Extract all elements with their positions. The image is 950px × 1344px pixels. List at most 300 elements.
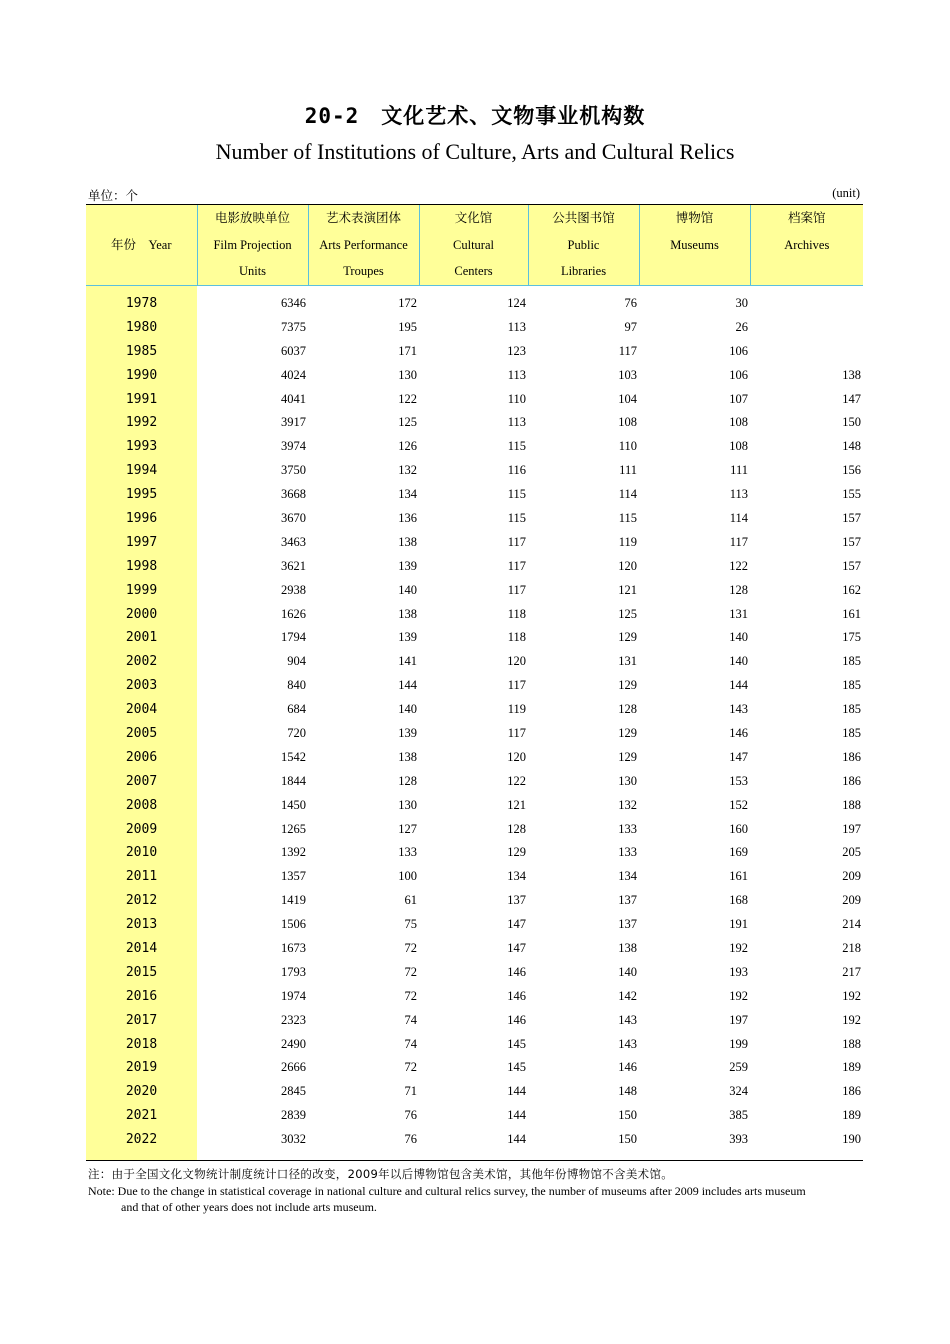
value-cell: 185 — [842, 654, 861, 669]
value-cell: 138 — [618, 940, 637, 955]
value-cell: 217 — [842, 964, 861, 979]
value-cell: 6037 — [281, 343, 306, 358]
year-cell: 2021 — [86, 1104, 197, 1128]
value-cell: 146 — [507, 964, 526, 979]
year-cell: 2009 — [86, 817, 197, 841]
value-cell: 100 — [398, 869, 417, 884]
value-cell: 2490 — [281, 1036, 306, 1051]
year-cell: 1999 — [86, 578, 197, 602]
value-cell: 115 — [618, 510, 637, 525]
value-cell: 1506 — [281, 917, 306, 932]
table-row — [86, 387, 863, 411]
value-cell: 129 — [618, 678, 637, 693]
value-cell: 146 — [507, 1012, 526, 1027]
table-row — [86, 650, 863, 674]
table-row — [86, 315, 863, 339]
value-cell: 324 — [729, 1084, 748, 1099]
value-cell: 126 — [398, 439, 417, 454]
table-row — [86, 937, 863, 961]
value-cell: 3974 — [281, 439, 306, 454]
table-number: 20-2 — [304, 104, 360, 128]
value-cell: 3668 — [281, 487, 306, 502]
value-cell: 1794 — [281, 630, 306, 645]
value-cell: 138 — [842, 367, 861, 382]
table-row — [86, 960, 863, 984]
value-cell: 146 — [618, 1060, 637, 1075]
value-cell: 129 — [618, 630, 637, 645]
value-cell: 1357 — [281, 869, 306, 884]
value-cell: 185 — [842, 725, 861, 740]
value-cell: 156 — [842, 463, 861, 478]
value-cell: 106 — [729, 367, 748, 382]
table-row — [86, 722, 863, 746]
value-cell: 189 — [842, 1060, 861, 1075]
value-cell: 128 — [507, 821, 526, 836]
value-cell: 385 — [729, 1108, 748, 1123]
year-cell: 1992 — [86, 411, 197, 435]
table-row — [86, 554, 863, 578]
value-cell: 720 — [287, 725, 306, 740]
value-cell: 1265 — [281, 821, 306, 836]
value-cell: 192 — [729, 988, 748, 1003]
value-cell: 138 — [398, 606, 417, 621]
value-cell: 74 — [404, 1012, 417, 1027]
value-cell: 684 — [287, 702, 306, 717]
value-cell: 188 — [842, 797, 861, 812]
value-cell: 150 — [618, 1132, 637, 1147]
value-cell: 157 — [842, 558, 861, 573]
value-cell: 130 — [618, 773, 637, 788]
value-cell: 2323 — [281, 1012, 306, 1027]
footnote-cn: 注：由于全国文化文物统计制度统计口径的改变，2009年以后博物馆包含美术馆，其他年份博物馆不含美术馆。 — [88, 1167, 674, 1181]
value-cell: 139 — [398, 630, 417, 645]
value-cell: 162 — [842, 582, 861, 597]
value-cell: 148 — [842, 439, 861, 454]
value-cell: 30 — [735, 295, 748, 310]
value-cell: 138 — [398, 534, 417, 549]
value-cell: 147 — [507, 940, 526, 955]
value-cell: 117 — [507, 534, 526, 549]
table-row — [86, 1008, 863, 1032]
value-cell: 186 — [842, 773, 861, 788]
year-cell: 1985 — [86, 339, 197, 363]
value-cell: 120 — [507, 654, 526, 669]
value-cell: 119 — [618, 534, 637, 549]
value-cell: 153 — [729, 773, 748, 788]
value-cell: 61 — [404, 893, 417, 908]
value-cell: 115 — [507, 510, 526, 525]
value-cell: 3621 — [281, 558, 306, 573]
value-cell: 147 — [842, 391, 861, 406]
value-cell: 118 — [507, 606, 526, 621]
value-cell: 171 — [398, 343, 417, 358]
value-cell: 129 — [618, 725, 637, 740]
column-header-arts: 艺术表演团体 Arts Performance Troupes — [308, 205, 419, 286]
value-cell: 6346 — [281, 295, 306, 310]
unit-label-en: (unit) — [832, 186, 860, 200]
value-cell: 1392 — [281, 845, 306, 860]
value-cell: 169 — [729, 845, 748, 860]
title-chinese: 文化艺术、文物事业机构数 — [381, 104, 646, 128]
value-cell: 75 — [404, 917, 417, 932]
value-cell: 197 — [729, 1012, 748, 1027]
value-cell: 190 — [842, 1132, 861, 1147]
year-cell: 2004 — [86, 698, 197, 722]
value-cell: 108 — [729, 415, 748, 430]
year-cell: 2018 — [86, 1032, 197, 1056]
year-cell: 2022 — [86, 1128, 197, 1152]
value-cell: 134 — [398, 487, 417, 502]
value-cell: 26 — [735, 319, 748, 334]
value-cell: 147 — [507, 917, 526, 932]
page-subtitle: Number of Institutions of Culture, Arts and Cultural Relics — [215, 139, 735, 164]
value-cell: 132 — [398, 463, 417, 478]
table-row — [86, 626, 863, 650]
value-cell: 140 — [398, 582, 417, 597]
value-cell: 3670 — [281, 510, 306, 525]
column-header-libraries: 公共图书馆 Public Libraries — [528, 205, 639, 286]
value-cell: 186 — [842, 749, 861, 764]
value-cell: 104 — [618, 391, 637, 406]
value-cell: 150 — [618, 1108, 637, 1123]
value-cell: 197 — [842, 821, 861, 836]
value-cell: 133 — [618, 845, 637, 860]
value-cell: 143 — [618, 1036, 637, 1051]
year-cell: 2002 — [86, 650, 197, 674]
value-cell: 1974 — [281, 988, 306, 1003]
value-cell: 192 — [842, 988, 861, 1003]
year-cell: 1995 — [86, 483, 197, 507]
value-cell: 76 — [624, 295, 637, 310]
table-header — [86, 205, 863, 286]
value-cell: 142 — [618, 988, 637, 1003]
column-header-archives: 档案馆 Archives — [750, 205, 863, 286]
value-cell: 122 — [398, 391, 417, 406]
year-cell: 1998 — [86, 554, 197, 578]
value-cell: 161 — [729, 869, 748, 884]
value-cell: 108 — [618, 415, 637, 430]
value-cell: 140 — [618, 964, 637, 979]
table-row — [86, 483, 863, 507]
value-cell: 138 — [398, 749, 417, 764]
value-cell: 110 — [618, 439, 637, 454]
column-header-cultural-centers: 文化馆 Cultural Centers — [419, 205, 528, 286]
value-cell: 144 — [507, 1084, 526, 1099]
value-cell: 120 — [618, 558, 637, 573]
value-cell: 3750 — [281, 463, 306, 478]
value-cell: 127 — [398, 821, 417, 836]
value-cell: 110 — [507, 391, 526, 406]
value-cell: 145 — [507, 1060, 526, 1075]
value-cell: 199 — [729, 1036, 748, 1051]
value-cell: 129 — [507, 845, 526, 860]
value-cell: 185 — [842, 678, 861, 693]
value-cell: 2839 — [281, 1108, 306, 1123]
value-cell: 71 — [404, 1084, 417, 1099]
table-bottom-rule — [86, 1152, 863, 1161]
value-cell: 123 — [507, 343, 526, 358]
year-cell: 1993 — [86, 435, 197, 459]
year-cell: 2001 — [86, 626, 197, 650]
value-cell: 160 — [729, 821, 748, 836]
table-row — [86, 339, 863, 363]
value-cell: 76 — [404, 1132, 417, 1147]
value-cell: 124 — [507, 295, 526, 310]
value-cell: 143 — [618, 1012, 637, 1027]
value-cell: 209 — [842, 869, 861, 884]
year-cell: 2008 — [86, 793, 197, 817]
value-cell: 74 — [404, 1036, 417, 1051]
value-cell: 1844 — [281, 773, 306, 788]
value-cell: 137 — [507, 893, 526, 908]
value-cell: 133 — [618, 821, 637, 836]
value-cell: 129 — [618, 749, 637, 764]
value-cell: 209 — [842, 893, 861, 908]
value-cell: 144 — [729, 678, 748, 693]
value-cell: 146 — [507, 988, 526, 1003]
value-cell: 1450 — [281, 797, 306, 812]
table-row — [86, 745, 863, 769]
unit-label-cn: 单位：个 — [88, 189, 139, 203]
value-cell: 3917 — [281, 415, 306, 430]
table-row — [86, 817, 863, 841]
value-cell: 144 — [507, 1108, 526, 1123]
value-cell: 117 — [507, 582, 526, 597]
table-row — [86, 507, 863, 531]
value-cell: 175 — [842, 630, 861, 645]
value-cell: 116 — [507, 463, 526, 478]
value-cell: 97 — [624, 319, 637, 334]
value-cell: 117 — [618, 343, 637, 358]
year-cell: 1997 — [86, 530, 197, 554]
value-cell: 189 — [842, 1108, 861, 1123]
year-cell: 2010 — [86, 841, 197, 865]
table-row — [86, 578, 863, 602]
value-cell: 128 — [618, 702, 637, 717]
value-cell: 157 — [842, 534, 861, 549]
value-cell: 76 — [404, 1108, 417, 1123]
year-cell: 2014 — [86, 937, 197, 961]
table-row — [86, 913, 863, 937]
table-row — [86, 411, 863, 435]
value-cell: 120 — [507, 749, 526, 764]
table-row — [86, 889, 863, 913]
value-cell: 122 — [507, 773, 526, 788]
value-cell: 137 — [618, 917, 637, 932]
table-row — [86, 769, 863, 793]
value-cell: 144 — [398, 678, 417, 693]
value-cell: 107 — [729, 391, 748, 406]
value-cell: 128 — [398, 773, 417, 788]
value-cell: 121 — [507, 797, 526, 812]
value-cell: 191 — [729, 917, 748, 932]
table-row — [86, 459, 863, 483]
value-cell: 106 — [729, 343, 748, 358]
table-row — [86, 292, 863, 316]
value-cell: 150 — [842, 415, 861, 430]
value-cell: 2845 — [281, 1084, 306, 1099]
value-cell: 119 — [507, 702, 526, 717]
year-cell: 2000 — [86, 602, 197, 626]
table-row — [86, 865, 863, 889]
footnote — [88, 1166, 868, 1216]
value-cell: 117 — [507, 678, 526, 693]
table-row — [86, 984, 863, 1008]
value-cell: 7375 — [281, 319, 306, 334]
value-cell: 168 — [729, 893, 748, 908]
value-cell: 148 — [618, 1084, 637, 1099]
value-cell: 145 — [507, 1036, 526, 1051]
table-row — [86, 530, 863, 554]
value-cell: 1419 — [281, 893, 306, 908]
value-cell: 130 — [398, 367, 417, 382]
value-cell: 2938 — [281, 582, 306, 597]
value-cell: 157 — [842, 510, 861, 525]
value-cell: 155 — [842, 487, 861, 502]
page-title — [0, 100, 950, 130]
value-cell: 141 — [398, 654, 417, 669]
value-cell: 840 — [287, 678, 306, 693]
table-body — [86, 285, 863, 1160]
value-cell: 1793 — [281, 964, 306, 979]
value-cell: 108 — [729, 439, 748, 454]
value-cell: 117 — [729, 534, 748, 549]
value-cell: 188 — [842, 1036, 861, 1051]
value-cell: 125 — [398, 415, 417, 430]
value-cell: 192 — [842, 1012, 861, 1027]
value-cell: 72 — [404, 964, 417, 979]
year-cell: 2019 — [86, 1056, 197, 1080]
year-cell: 2015 — [86, 960, 197, 984]
table-row — [86, 793, 863, 817]
value-cell: 140 — [729, 630, 748, 645]
value-cell: 103 — [618, 367, 637, 382]
value-cell: 115 — [507, 487, 526, 502]
value-cell: 114 — [729, 510, 748, 525]
value-cell: 125 — [618, 606, 637, 621]
table-row — [86, 602, 863, 626]
value-cell: 192 — [729, 940, 748, 955]
unit-row — [88, 186, 862, 204]
value-cell: 132 — [618, 797, 637, 812]
value-cell: 121 — [618, 582, 637, 597]
table-row — [86, 674, 863, 698]
column-header-museums: 博物馆 Museums — [639, 205, 750, 286]
value-cell: 144 — [507, 1132, 526, 1147]
year-cell: 2011 — [86, 865, 197, 889]
value-cell: 152 — [729, 797, 748, 812]
value-cell: 131 — [618, 654, 637, 669]
table-row — [86, 435, 863, 459]
year-cell: 2013 — [86, 913, 197, 937]
value-cell: 2666 — [281, 1060, 306, 1075]
value-cell: 146 — [729, 725, 748, 740]
value-cell: 72 — [404, 988, 417, 1003]
value-cell: 117 — [507, 558, 526, 573]
value-cell — [750, 339, 863, 363]
value-cell: 113 — [507, 367, 526, 382]
value-cell: 186 — [842, 1084, 861, 1099]
table-row — [86, 1056, 863, 1080]
value-cell: 214 — [842, 917, 861, 932]
value-cell: 218 — [842, 940, 861, 955]
table-row — [86, 1128, 863, 1152]
value-cell: 130 — [398, 797, 417, 812]
value-cell: 393 — [729, 1132, 748, 1147]
table-row — [86, 1104, 863, 1128]
value-cell: 133 — [398, 845, 417, 860]
value-cell: 1673 — [281, 940, 306, 955]
value-cell: 139 — [398, 558, 417, 573]
year-cell: 2005 — [86, 722, 197, 746]
value-cell: 115 — [507, 439, 526, 454]
value-cell: 114 — [618, 487, 637, 502]
value-cell: 111 — [730, 463, 748, 478]
value-cell: 4041 — [281, 391, 306, 406]
value-cell: 113 — [729, 487, 748, 502]
table-row — [86, 841, 863, 865]
column-header-film: 电影放映单位 Film Projection Units — [197, 205, 308, 286]
table-row — [86, 1080, 863, 1104]
value-cell: 161 — [842, 606, 861, 621]
year-cell: 1978 — [86, 292, 197, 316]
year-cell: 2020 — [86, 1080, 197, 1104]
value-cell: 139 — [398, 725, 417, 740]
value-cell — [750, 292, 863, 316]
value-cell: 3032 — [281, 1132, 306, 1147]
value-cell: 136 — [398, 510, 417, 525]
year-cell: 1996 — [86, 507, 197, 531]
value-cell: 111 — [619, 463, 637, 478]
value-cell: 131 — [729, 606, 748, 621]
year-cell: 2016 — [86, 984, 197, 1008]
value-cell: 117 — [507, 725, 526, 740]
value-cell: 143 — [729, 702, 748, 717]
year-cell: 2006 — [86, 745, 197, 769]
year-cell: 2012 — [86, 889, 197, 913]
footnote-en-line1: Note: Due to the change in statistical coverage in national culture and cultural relics survey, the number of museums after 2009 includes arts museum — [88, 1183, 806, 1198]
column-header-year: 年份 Year — [86, 205, 197, 286]
value-cell — [750, 315, 863, 339]
table-row — [86, 698, 863, 722]
value-cell: 118 — [507, 630, 526, 645]
value-cell: 134 — [618, 869, 637, 884]
value-cell: 1542 — [281, 749, 306, 764]
table-row — [86, 1032, 863, 1056]
value-cell: 3463 — [281, 534, 306, 549]
value-cell: 904 — [287, 654, 306, 669]
year-cell: 1994 — [86, 459, 197, 483]
value-cell: 134 — [507, 869, 526, 884]
value-cell: 195 — [398, 319, 417, 334]
value-cell: 72 — [404, 1060, 417, 1075]
year-cell: 2007 — [86, 769, 197, 793]
value-cell: 172 — [398, 295, 417, 310]
value-cell: 1626 — [281, 606, 306, 621]
year-cell: 1980 — [86, 315, 197, 339]
value-cell: 137 — [618, 893, 637, 908]
value-cell: 140 — [398, 702, 417, 717]
value-cell: 113 — [507, 415, 526, 430]
value-cell: 259 — [729, 1060, 748, 1075]
value-cell: 113 — [507, 319, 526, 334]
value-cell: 4024 — [281, 367, 306, 382]
value-cell: 147 — [729, 749, 748, 764]
data-table — [86, 204, 863, 1161]
year-cell: 2003 — [86, 674, 197, 698]
year-cell: 1991 — [86, 387, 197, 411]
year-cell: 2017 — [86, 1008, 197, 1032]
